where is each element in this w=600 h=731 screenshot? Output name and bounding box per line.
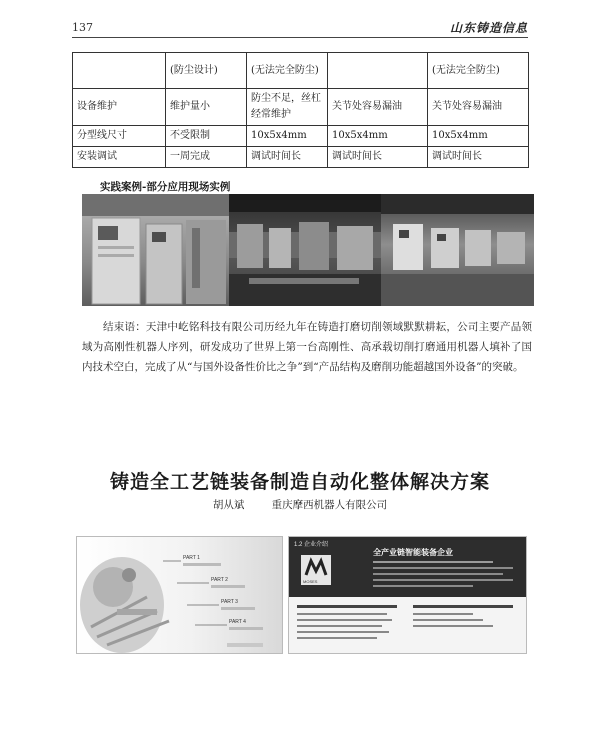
- table-cell: (无法完全防尘): [247, 53, 328, 89]
- factory-photo-3: [381, 194, 534, 306]
- table-row: [73, 126, 529, 147]
- journal-name: 山东铸造信息: [449, 21, 528, 35]
- table-cell: 防尘不足，丝杠经常维护: [247, 89, 328, 126]
- presentation-slide-1: [76, 536, 283, 654]
- header-rule: [72, 37, 528, 38]
- slide-part-label: PART 2: [211, 577, 228, 583]
- table-cell: 分型线尺寸: [73, 126, 166, 147]
- running-header: [72, 21, 528, 37]
- application-photos: [82, 194, 534, 306]
- table-row: [73, 89, 529, 126]
- table-row: [73, 53, 529, 89]
- table-cell: 维护量小: [166, 89, 247, 126]
- slide-heading: 全产业链智能装备企业: [373, 548, 453, 557]
- table-cell: 调试时间长: [247, 147, 328, 168]
- table-cell: 10x5x4mm: [247, 126, 328, 147]
- organization-name: 重庆摩西机器人有限公司: [271, 499, 388, 511]
- table-cell: 关节处容易漏油: [428, 89, 529, 126]
- presentation-slide-2: [288, 536, 527, 654]
- table-cell: (无法完全防尘): [428, 53, 529, 89]
- page-number: 137: [72, 21, 93, 34]
- table-row: [73, 147, 529, 168]
- table-cell: 关节处容易漏油: [328, 89, 428, 126]
- comparison-table: [72, 52, 529, 168]
- slide-part-label: PART 3: [221, 599, 238, 605]
- table-cell: 10x5x4mm: [328, 126, 428, 147]
- table-cell: [328, 53, 428, 89]
- table-cell: 调试时间长: [328, 147, 428, 168]
- slide-part-label: PART 1: [183, 555, 200, 561]
- slide-part-label: PART 4: [229, 619, 246, 625]
- company-logo-text: MOSES: [303, 579, 318, 584]
- factory-photo-1: [82, 194, 229, 306]
- table-cell: 一周完成: [166, 147, 247, 168]
- table-cell: 安装调试: [73, 147, 166, 168]
- factory-photo-2: [229, 194, 381, 306]
- table-cell: 设备维护: [73, 89, 166, 126]
- author-name: 胡从斌: [212, 499, 245, 511]
- conclusion-paragraph: 结束语：天津中屹铭科技有限公司历经九年在铸造打磨切削领域默默耕耘，公司主要产品领域为高刚性机器人序列，研发成功了世界上第一台高刚性、高承载切削打磨通用机器人填补了国内技术空白，完成了从“与国外设备性价比之争”到“产品结构及磨削功能超越国外设备”的突破。: [82, 321, 532, 373]
- case-section-title: 实践案例-部分应用现场实例: [100, 181, 231, 193]
- byline: [0, 497, 600, 512]
- table-cell: 调试时间长: [428, 147, 529, 168]
- table-cell: 10x5x4mm: [428, 126, 529, 147]
- table-cell: (防尘设计): [166, 53, 247, 89]
- table-cell: 不受限制: [166, 126, 247, 147]
- table-cell: [73, 53, 166, 89]
- slide-section-label: 1.2 企业介绍: [294, 542, 329, 548]
- article-title: 铸造全工艺链装备制造自动化整体解决方案: [109, 471, 490, 493]
